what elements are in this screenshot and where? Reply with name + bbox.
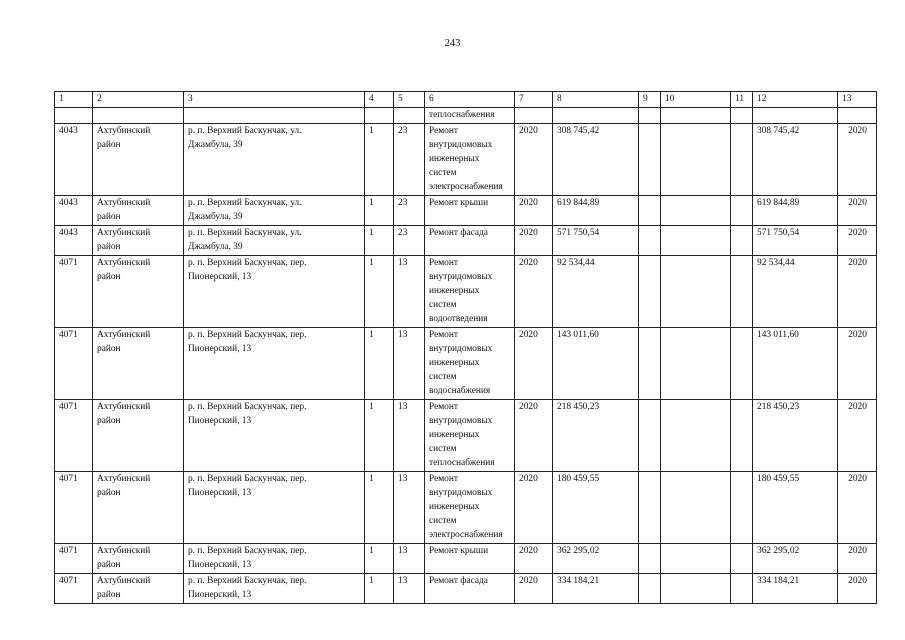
table-row: [55, 574, 877, 604]
cell-line: Джамбула, 39: [188, 242, 243, 252]
header-cell: 3: [184, 92, 365, 108]
budget-cost-cell: [661, 226, 731, 256]
cost-total-cell: 362 295,02: [553, 544, 639, 574]
header-cell: 8: [553, 92, 639, 108]
object-id-cell: 4071: [55, 544, 93, 574]
entrance-count-cell: 1: [365, 124, 394, 196]
cell-line: Ремонт крыши: [429, 546, 489, 556]
header-cell: 7: [515, 92, 553, 108]
cell-line: Пионерский, 13: [188, 560, 252, 570]
floor-count-cell: 13: [394, 400, 425, 472]
end-year-cell: 2020: [838, 400, 877, 472]
header-cell: 6: [425, 92, 515, 108]
header-cell: 2: [93, 92, 184, 108]
owner-cost-cell: 308 745,42: [753, 124, 838, 196]
fund-cost-cell: [639, 196, 661, 226]
cell-line: Ремонт фасада: [429, 576, 488, 586]
cell-line: район: [97, 272, 121, 282]
cell-line: инженерных: [429, 430, 480, 440]
cell-line: внутридомовых: [429, 140, 493, 150]
start-year-cell: 2020: [515, 226, 553, 256]
table-row: [55, 196, 877, 226]
start-year-cell: 2020: [515, 472, 553, 544]
address-cell: [184, 124, 365, 196]
cell-line: р. п. Верхний Баскунчак, ул.: [188, 228, 302, 238]
address-cell: [184, 472, 365, 544]
fund-cost-cell: [639, 400, 661, 472]
cell-line: Ремонт крыши: [429, 198, 489, 208]
start-year-cell: 2020: [515, 400, 553, 472]
owner-cost-cell: 334 184,21: [753, 574, 838, 604]
entrance-count-cell: 1: [365, 328, 394, 400]
cell-line: район: [97, 488, 121, 498]
cost-total-cell: 218 450,23: [553, 400, 639, 472]
header-cell: 13: [838, 92, 877, 108]
work-type-cell: [425, 196, 515, 226]
work-type-cell: [425, 226, 515, 256]
cell-line: р. п. Верхний Баскунчак, пер.: [188, 330, 307, 340]
cost-total-cell: 619 844,89: [553, 196, 639, 226]
cell-line: р. п. Верхний Баскунчак, пер.: [188, 546, 307, 556]
cell-line: теплоснабжения: [429, 458, 495, 468]
cell-line: систем: [429, 300, 457, 310]
cell-line: внутридомовых: [429, 272, 493, 282]
table-row: [55, 544, 877, 574]
budget-cost-cell: [661, 544, 731, 574]
cell-line: систем: [429, 168, 457, 178]
header-row: [55, 92, 877, 108]
cell-line: район: [97, 140, 121, 150]
address-cell: [184, 400, 365, 472]
table-row: [55, 124, 877, 196]
budget-cost-cell: [661, 196, 731, 226]
cell-line: Ахтубинский: [97, 330, 151, 340]
fund-cost-cell: [639, 226, 661, 256]
district-cell: [93, 472, 184, 544]
budget-cost-cell: [661, 328, 731, 400]
owner-cost-cell: 619 844,89: [753, 196, 838, 226]
subject-cost-cell: [731, 472, 753, 544]
header-cell: 11: [731, 92, 753, 108]
cost-total-cell: 308 745,42: [553, 124, 639, 196]
end-year-cell: 2020: [838, 574, 877, 604]
owner-cost-cell: 143 011,60: [753, 328, 838, 400]
cell-line: Ремонт: [429, 126, 458, 136]
cell-line: Ахтубинский: [97, 198, 151, 208]
start-year-cell: 2020: [515, 574, 553, 604]
cell-line: инженерных: [429, 358, 480, 368]
cell-line: Ахтубинский: [97, 258, 151, 268]
object-id-cell: 4043: [55, 196, 93, 226]
district-cell: [93, 328, 184, 400]
district-cell: [93, 196, 184, 226]
object-id-cell: 4071: [55, 328, 93, 400]
cell-line: внутридомовых: [429, 416, 493, 426]
floor-count-cell: 13: [394, 256, 425, 328]
work-type-cell: [425, 124, 515, 196]
cell-line: водоснабжения: [429, 386, 491, 396]
fund-cost-cell: [639, 472, 661, 544]
fund-cost-cell: [639, 574, 661, 604]
cost-total-cell: 143 011,60: [553, 328, 639, 400]
address-cell: [184, 328, 365, 400]
entrance-count-cell: 1: [365, 544, 394, 574]
budget-cost-cell: [661, 574, 731, 604]
cell-line: район: [97, 242, 121, 252]
subject-cost-cell: [731, 256, 753, 328]
cell-line: Ахтубинский: [97, 228, 151, 238]
table-row: [55, 328, 877, 400]
header-cell: 9: [639, 92, 661, 108]
header-cell: 1: [55, 92, 93, 108]
cell-line: Ахтубинский: [97, 546, 151, 556]
cell-line: Пионерский, 13: [188, 344, 252, 354]
cell-line: электроснабжения: [429, 530, 503, 540]
subject-cost-cell: [731, 544, 753, 574]
cell-line: Пионерский, 13: [188, 272, 252, 282]
cell-line: район: [97, 344, 121, 354]
fund-cost-cell: [639, 256, 661, 328]
cell-line: Ремонт: [429, 402, 458, 412]
header-cell: 10: [661, 92, 731, 108]
header-cell: 4: [365, 92, 394, 108]
cell-line: район: [97, 212, 121, 222]
fund-cost-cell: [639, 124, 661, 196]
cost-total-cell: 180 459,55: [553, 472, 639, 544]
header-cell: 5: [394, 92, 425, 108]
table-row: [55, 400, 877, 472]
end-year-cell: 2020: [838, 328, 877, 400]
cell-line: инженерных: [429, 286, 480, 296]
start-year-cell: 2020: [515, 124, 553, 196]
floor-count-cell: 13: [394, 328, 425, 400]
cell-line: электроснабжения: [429, 182, 503, 192]
district-cell: [93, 256, 184, 328]
subject-cost-cell: [731, 574, 753, 604]
subject-cost-cell: [731, 196, 753, 226]
entrance-count-cell: 1: [365, 574, 394, 604]
object-id-cell: 4071: [55, 574, 93, 604]
table-row: [55, 256, 877, 328]
cell-line: Ремонт: [429, 474, 458, 484]
end-year-cell: 2020: [838, 256, 877, 328]
start-year-cell: 2020: [515, 196, 553, 226]
owner-cost-cell: 218 450,23: [753, 400, 838, 472]
program-table: [54, 91, 877, 604]
start-year-cell: 2020: [515, 256, 553, 328]
end-year-cell: 2020: [838, 226, 877, 256]
cell-line: Ахтубинский: [97, 402, 151, 412]
page-number: 243: [444, 38, 461, 49]
subject-cost-cell: [731, 124, 753, 196]
cell-line: р. п. Верхний Баскунчак, ул.: [188, 198, 302, 208]
end-year-cell: 2020: [838, 124, 877, 196]
address-cell: [184, 256, 365, 328]
cell-line: район: [97, 560, 121, 570]
cell-line: р. п. Верхний Баскунчак, пер.: [188, 258, 307, 268]
address-cell: [184, 544, 365, 574]
cell-line: р. п. Верхний Баскунчак, пер.: [188, 576, 307, 586]
work-type-cell: [425, 544, 515, 574]
cost-total-cell: 334 184,21: [553, 574, 639, 604]
subject-cost-cell: [731, 226, 753, 256]
cell-line: Ремонт фасада: [429, 228, 488, 238]
cell-line: Пионерский, 13: [188, 416, 252, 426]
cost-total-cell: 571 750,54: [553, 226, 639, 256]
owner-cost-cell: 362 295,02: [753, 544, 838, 574]
cell-line: Ахтубинский: [97, 576, 151, 586]
start-year-cell: 2020: [515, 544, 553, 574]
object-id-cell: 4043: [55, 124, 93, 196]
end-year-cell: 2020: [838, 196, 877, 226]
floor-count-cell: 23: [394, 124, 425, 196]
end-year-cell: 2020: [838, 472, 877, 544]
entrance-count-cell: 1: [365, 196, 394, 226]
cell-line: Ахтубинский: [97, 474, 151, 484]
cell-line: инженерных: [429, 154, 480, 164]
object-id-cell: 4071: [55, 400, 93, 472]
object-id-cell: 4071: [55, 472, 93, 544]
budget-cost-cell: [661, 256, 731, 328]
work-type-cell: [425, 400, 515, 472]
object-id-cell: 4071: [55, 256, 93, 328]
cell-line: Пионерский, 13: [188, 488, 252, 498]
district-cell: [93, 400, 184, 472]
cell-line: Пионерский, 13: [188, 590, 252, 600]
cell-line: систем: [429, 372, 457, 382]
work-type-cell: [425, 574, 515, 604]
header-cell: 12: [753, 92, 838, 108]
cell-line: внутридомовых: [429, 488, 493, 498]
district-cell: [93, 574, 184, 604]
floor-count-cell: 13: [394, 574, 425, 604]
continuation-text: теплоснабжения: [425, 108, 515, 124]
budget-cost-cell: [661, 472, 731, 544]
continuation-row: [55, 108, 877, 124]
budget-cost-cell: [661, 124, 731, 196]
work-type-cell: [425, 472, 515, 544]
end-year-cell: 2020: [838, 544, 877, 574]
cell-line: Джамбула, 39: [188, 140, 243, 150]
cell-line: район: [97, 590, 121, 600]
budget-cost-cell: [661, 400, 731, 472]
district-cell: [93, 124, 184, 196]
fund-cost-cell: [639, 544, 661, 574]
entrance-count-cell: 1: [365, 226, 394, 256]
work-type-cell: [425, 328, 515, 400]
cell-line: р. п. Верхний Баскунчак, пер.: [188, 474, 307, 484]
owner-cost-cell: 180 459,55: [753, 472, 838, 544]
subject-cost-cell: [731, 328, 753, 400]
cell-line: Ремонт: [429, 258, 458, 268]
object-id-cell: 4043: [55, 226, 93, 256]
owner-cost-cell: 92 534,44: [753, 256, 838, 328]
fund-cost-cell: [639, 328, 661, 400]
address-cell: [184, 574, 365, 604]
entrance-count-cell: 1: [365, 400, 394, 472]
floor-count-cell: 13: [394, 544, 425, 574]
cell-line: Ремонт: [429, 330, 458, 340]
floor-count-cell: 23: [394, 196, 425, 226]
district-cell: [93, 544, 184, 574]
table-row: [55, 472, 877, 544]
address-cell: [184, 226, 365, 256]
cell-line: р. п. Верхний Баскунчак, ул.: [188, 126, 302, 136]
cell-line: внутридомовых: [429, 344, 493, 354]
cell-line: Ахтубинский: [97, 126, 151, 136]
cell-line: водоотведения: [429, 314, 488, 324]
cost-total-cell: 92 534,44: [553, 256, 639, 328]
entrance-count-cell: 1: [365, 256, 394, 328]
address-cell: [184, 196, 365, 226]
cell-line: систем: [429, 444, 457, 454]
work-type-cell: [425, 256, 515, 328]
table-row: [55, 226, 877, 256]
cell-line: систем: [429, 516, 457, 526]
owner-cost-cell: 571 750,54: [753, 226, 838, 256]
cell-line: р. п. Верхний Баскунчак, пер.: [188, 402, 307, 412]
entrance-count-cell: 1: [365, 472, 394, 544]
subject-cost-cell: [731, 400, 753, 472]
cell-line: инженерных: [429, 502, 480, 512]
start-year-cell: 2020: [515, 328, 553, 400]
floor-count-cell: 23: [394, 226, 425, 256]
district-cell: [93, 226, 184, 256]
cell-line: район: [97, 416, 121, 426]
floor-count-cell: 13: [394, 472, 425, 544]
cell-line: Джамбула, 39: [188, 212, 243, 222]
